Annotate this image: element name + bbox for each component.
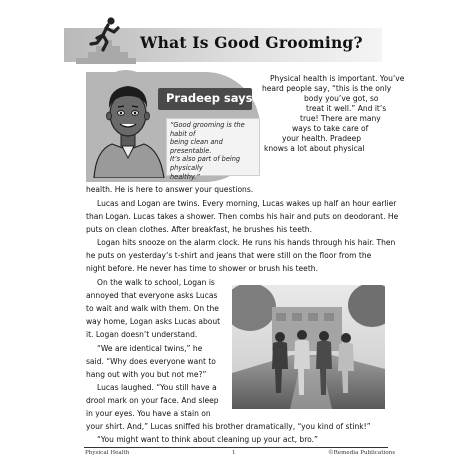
body-line: than Logan. Lucas takes a shower. Then combs his hair and puts on deodorant. He: [86, 212, 399, 221]
speaker-quote: [170, 121, 262, 181]
body-line: heard people say, “this is the only: [262, 84, 392, 93]
body-line: “We are identical twins,” he: [97, 344, 203, 353]
page-title: What Is Good Grooming?: [140, 33, 363, 52]
body-line: Lucas laughed. “You still have a: [97, 383, 217, 392]
body-line: Lucas and Logan are twins. Every morning, Lucas wakes up half an hour earlier: [97, 199, 397, 208]
body-line: drool mark on your face. And sleep: [86, 396, 219, 405]
body-line: puts on clean clothes. After breakfast, he brushes his teeth.: [86, 225, 312, 234]
body-line: said. “Why does everyone want to: [86, 357, 216, 366]
quote-line: “Good grooming is the habit of: [170, 121, 245, 138]
quote-line: being clean and presentable.: [170, 138, 223, 155]
pradeep-avatar: [88, 72, 168, 178]
footer-rule: [84, 447, 388, 448]
quote-line: It’s also part of being physically: [170, 155, 241, 172]
body-line: to wait and walk with them. On the: [86, 304, 219, 313]
body-line: Logan hits snooze on the alarm clock. He runs his hands through his hair. Then: [97, 238, 396, 247]
page-number: 1: [232, 450, 236, 456]
body-line: it. Logan doesn’t understand.: [86, 330, 198, 339]
body-line: health. He is here to answer your questions.: [86, 185, 254, 194]
body-line: night before. He never has time to shower or brush his teeth.: [86, 264, 318, 273]
speaker-name: Pradeep says:: [166, 91, 258, 105]
body-line: way home, Logan asks Lucas about: [86, 317, 221, 326]
body-line: treat it well.” And it’s: [306, 104, 387, 113]
copyright: ©Remedia Publications: [328, 450, 396, 456]
body-line: your shirt. And,” Lucas sniffed his brother dramatically, “you kind of stink!”: [86, 422, 371, 431]
body-line: true! There are many: [300, 114, 381, 123]
body-line: knows a lot about physical: [264, 144, 365, 153]
four-teens-walking-photo: [232, 285, 385, 409]
quote-line: healthy.”: [170, 172, 200, 181]
body-line: “You might want to think about cleaning up your act, bro.”: [97, 435, 318, 444]
body-line: in your eyes. You have a stain on: [86, 409, 211, 418]
body-line: hang out with you but not me?”: [86, 370, 207, 379]
body-line: annoyed that everyone asks Lucas: [86, 291, 218, 300]
body-line: body you’ve got, so: [304, 94, 379, 103]
body-line: Physical health is important. You’ve: [270, 74, 405, 83]
runner-on-steps-icon: [70, 14, 142, 66]
footer-subject: Physical Health: [85, 450, 130, 456]
speaker-name-tag: [158, 88, 258, 110]
body-line: On the walk to school, Logan is: [97, 278, 215, 287]
body-line: your health. Pradeep: [282, 134, 362, 143]
body-line: ways to take care of: [292, 124, 369, 133]
body-line: he puts on yesterday’s t-shirt and jeans that were still on the floor from the: [86, 251, 372, 260]
